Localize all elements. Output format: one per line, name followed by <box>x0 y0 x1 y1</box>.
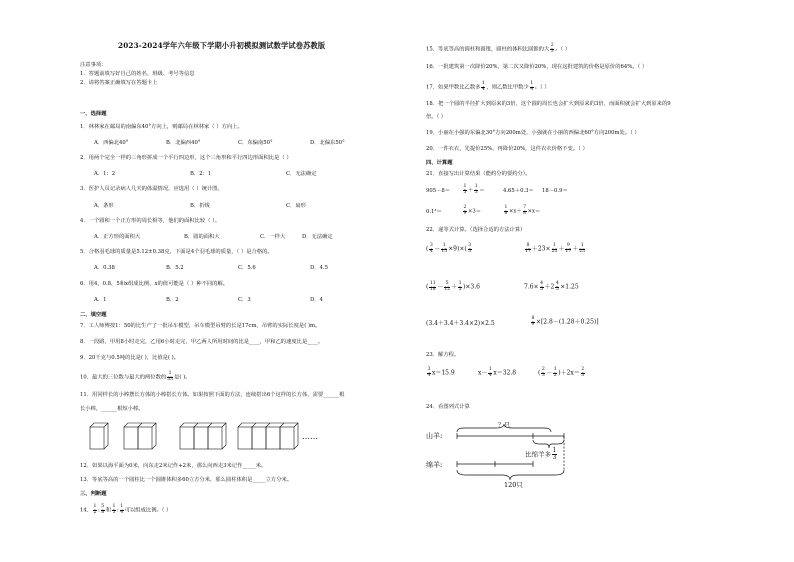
calc-item: ( $\frac{3}{4}$ － $\frac{1}{15}$ ×9)×( $\frac{3}{5}$ <box>426 243 472 254</box>
calc-tail: )×3.6 <box>463 283 480 291</box>
label-sheep: 绵羊: <box>426 461 443 469</box>
question-stem: 7．工人师傅按1：50的比生产了一批吊车模型，吊车模型吊臂的长是17cm，吊臂的实际长度是( )m。 <box>80 323 321 329</box>
calc-tail: ×3＝ <box>467 208 482 215</box>
calc-item: (3.4＋3.4＋3.4×2)×2.5 <box>426 320 495 327</box>
option: D．北偏东50° <box>310 140 345 146</box>
calc-item: 905－8＝ <box>426 188 451 194</box>
equation: ( $\frac{2}{3}$ － $\frac{1}{2}$ )＋2x＝ $\frac{2}{3}$ <box>538 367 585 378</box>
question-stem: 4．一个圆和一个正方形的周长相等，他们的面积比较（ ）。 <box>80 218 221 224</box>
q17-text: 。（ ） <box>534 84 550 91</box>
note-item: 2．请将答案正确填写在答题卡上 <box>80 80 158 86</box>
equation-text: x＝15.9 <box>431 369 455 377</box>
option: C．扇形 <box>286 203 306 209</box>
numerator: 1 <box>112 504 116 509</box>
question-stem: 16．一批建筑第一次降价20%，第二次又降价20%，现在这批建筑的价格是原价的64%。（ ） <box>426 64 648 70</box>
exam-title: 2023-2024学年六年级下学期小升初模拟测试数学试卷苏教版 <box>118 41 326 50</box>
option: A．西偏北40° <box>94 140 129 146</box>
option: B．2：1 <box>190 171 212 177</box>
q10-text: 是( )。 <box>174 374 191 381</box>
equation-text: x－ <box>478 369 488 377</box>
option: C．5.6 <box>238 265 256 271</box>
option: C．无法确定 <box>286 171 317 177</box>
equals: ＝ <box>479 187 485 194</box>
question-stem: 倍。（ ） <box>426 114 447 120</box>
question-stem: 24．看图列式计算 <box>426 404 470 410</box>
option: D．4.5 <box>310 265 328 271</box>
brace-top <box>457 424 551 432</box>
bar-diagram <box>454 424 594 494</box>
question-stem: 8．一段路，甲用8小时走完，乙用6小时走完，甲乙两人所用时间的比是____，甲和乙的速度比是____。 <box>80 339 324 345</box>
ellipsis: …… <box>302 432 318 441</box>
option: B．圆的面积大 <box>184 234 220 240</box>
denominator: 33 <box>167 376 174 382</box>
denominator: 2 <box>93 509 97 515</box>
option: A．1 <box>94 297 107 303</box>
cuboid-stick-figures <box>90 422 300 450</box>
option: B．5.2 <box>166 265 184 271</box>
question-stem <box>426 44 570 54</box>
question-stem: 23．解方程。 <box>426 352 460 358</box>
numerator: 2 <box>550 43 554 48</box>
question-options <box>94 203 306 210</box>
question-stem: 长小棒，______根短小棒。 <box>80 406 144 412</box>
option: B．北偏西40° <box>166 140 201 146</box>
calc-item: 7.6× $\frac{4}{5}$ ＋2 $\frac{4}{5}$ ×1.25 <box>524 281 579 292</box>
numerator: 1 <box>93 504 97 509</box>
cuboid-group-1 <box>90 423 108 449</box>
denominator: 8 <box>101 509 105 515</box>
numerator: 1 <box>168 371 172 376</box>
question-stem: 9．20千克与0.5吨的比是( )，比值是( )。 <box>80 355 180 361</box>
q15-text: 。（ ） <box>555 46 571 53</box>
calc-item: $\frac{1}{5}$ ＋ $\frac{1}{3}$ ＝ <box>463 184 485 195</box>
option: D．4 <box>310 297 323 303</box>
section-heading: 三、判断题 <box>80 491 107 497</box>
question-options <box>94 171 317 178</box>
calc-tail: ×[2.8－(1.28＋0.25)] <box>535 318 599 326</box>
label-goats: 山羊: <box>426 432 443 440</box>
numerator: 5 <box>101 504 105 509</box>
question-options <box>94 265 328 272</box>
calc-tail: ×( <box>459 245 467 253</box>
calc-item: ( $\frac{11}{18}$ － $\frac{5}{12}$ ＋ $\frac{1}{3}$ )×3.6 <box>426 281 480 292</box>
numerator: 1 <box>552 447 557 454</box>
calc-item: $\frac{8}{17}$ ＋23× $\frac{1}{23}$ ＋ $\frac{9}{17}$ ＋ $\frac{1}{23}$ <box>525 243 586 254</box>
denominator: 4 <box>481 86 485 92</box>
cuboid-group-2 <box>124 423 156 449</box>
question-stem: 20．一件衣衣，先提价25%，再降价20%，这件衣衣价格不变。（ ） <box>426 146 588 152</box>
denominator: 3 <box>550 48 554 54</box>
question-stem: 19．小丽在小强的东偏北30°方向200m处，小强就在小丽的西偏北60°方向200m处。（ ） <box>426 130 640 136</box>
brace-bottom <box>457 470 564 480</box>
option: C．3 <box>238 297 251 303</box>
q14-text: 14． <box>80 507 93 514</box>
numerator: 1 <box>481 81 485 86</box>
question-stem: 1．林林家在邮局的南偏东40°方向上，则邮局在林林家（ ）方向上。 <box>80 124 243 130</box>
option: B．2 <box>166 297 179 303</box>
numerator: 1 <box>120 504 124 509</box>
question-options <box>94 234 333 241</box>
option: D．无法确定 <box>302 234 333 240</box>
question-stem: 14． $\frac{1}{2}$ : $\frac{5}{8}$ 和 $\frac{1}{5}$ : $\frac{1}{4}$ 可以组成比例。（ ） <box>80 504 172 515</box>
question-stem: 18．把一个圆的半径扩大到原来的3倍，这个圆的周长也会扩大到原来的3倍，而面积就会扩大到原来的9 <box>426 101 671 107</box>
fraction <box>167 372 173 382</box>
question-stem: 13．等底等高的一个圆柱比一个圆锥体积多60立方分米，那么圆柱体积是_____立方分米。 <box>80 477 293 483</box>
fraction <box>550 44 554 54</box>
q10-text: 10．最大的三位数与最大的两位数的 <box>80 374 167 381</box>
equation-text: x＝32.8 <box>493 369 517 377</box>
fraction <box>481 82 485 92</box>
numerator: 1 <box>530 81 534 86</box>
calc-item: 18－0.9＝ <box>542 188 568 194</box>
denominator: 5 <box>112 509 116 515</box>
note-item: 1．答题前填写好自己的姓名、班级、考号等信息 <box>80 71 195 77</box>
question-stem: 3．医护人员记录病人几天的体温情况，应选用（ ）统计图。 <box>80 186 223 192</box>
question-mark-label: ？只 <box>498 422 511 429</box>
question-stem: 6．用4，0.8，5和x组成比例，x的值可能是（ ）种不同的解。 <box>80 281 229 287</box>
fraction <box>101 505 105 515</box>
section-heading: 四、计算题 <box>426 160 453 166</box>
brace-extra <box>533 440 564 448</box>
cuboid-group-4 <box>238 423 298 449</box>
question-stem <box>80 372 190 382</box>
option: A．1：2 <box>94 171 116 177</box>
notes-heading: 注意事项: <box>80 62 103 68</box>
equals: ＝ <box>535 208 541 215</box>
option: A．0.38 <box>94 265 115 271</box>
question-options <box>94 297 323 304</box>
equation: $\frac{3}{4}$ x＝15.9 <box>427 367 455 378</box>
calc-item: 0.1³＝ <box>426 209 442 215</box>
note-text: 比绵羊多 <box>525 450 551 459</box>
question-stem <box>426 82 550 92</box>
question-stem: 2．用两个完全一样的三角形拼成一个平行四边形，这个三角形和平行四边形面积比是（ ） <box>80 155 292 161</box>
q14-text: 可以组成比例。（ ） <box>124 507 172 514</box>
q17-text: ，则乙数比甲数少 <box>486 84 529 91</box>
section-heading: 一、选择题 <box>80 111 107 117</box>
total-label: 120只 <box>504 481 523 489</box>
calc-item: $\frac{2}{9}$ ×3＝ <box>463 205 482 216</box>
denominator: 4 <box>530 86 534 92</box>
fraction <box>93 505 97 515</box>
option: A．条形 <box>94 203 114 209</box>
q17-text: 17．如果甲数比乙数多 <box>426 84 481 91</box>
calc-mid: ＋23× <box>531 245 551 253</box>
option: C．一样大 <box>260 234 286 240</box>
calc-item: $\frac{1}{8}$ ×x＋ $\frac{7}{8}$ ×x＝ <box>504 205 541 216</box>
question-stem: 22．递等式计算。（选择合适的方法计算） <box>426 227 526 233</box>
question-options <box>94 140 345 147</box>
denominator: 3 <box>552 454 557 461</box>
calc-item: $\frac{8}{9}$ ×[2.8－(1.28＋0.25)] <box>531 316 599 327</box>
equation: x－ $\frac{1}{4}$ x＝32.8 <box>478 367 517 378</box>
question-stem: 11．用同样长的小棒摆长方体的小棒搭长方体。如果按照下面的方法，连续搭出6个这样的长方体，需要______根 <box>80 392 345 398</box>
cuboid-group-3 <box>180 423 226 449</box>
equation-text: ＋2x＝ <box>560 369 580 377</box>
q15-text: 15．等底等高的圆柱和圆锥，圆柱的体积比圆锥的大 <box>426 46 550 53</box>
note-more-than-sheep <box>525 448 558 461</box>
calc-head: 7.6× <box>524 283 539 291</box>
question-stem: 5．合格羽毛球的质量是5.12±0.38克，下面是4个羽毛球的质量，（ ）是合格的。 <box>80 249 273 255</box>
option: A．正方形的面积大 <box>94 234 141 240</box>
section-heading: 二、填空题 <box>80 312 107 318</box>
fraction <box>112 505 116 515</box>
fraction <box>120 505 124 515</box>
fraction <box>530 82 534 92</box>
option: C．东偏南50° <box>238 140 273 146</box>
denominator: 4 <box>120 509 124 515</box>
question-stem: 21．直接写出计算结果（能约分的要约分）。 <box>426 171 531 177</box>
calc-item: 4.65＋0.3＝ <box>503 188 534 194</box>
option: B．折线 <box>190 203 210 209</box>
question-stem: 12．如果以海平面为0米，向东走2米记作+2米，那么向西走3米记作_____米。 <box>80 463 267 469</box>
